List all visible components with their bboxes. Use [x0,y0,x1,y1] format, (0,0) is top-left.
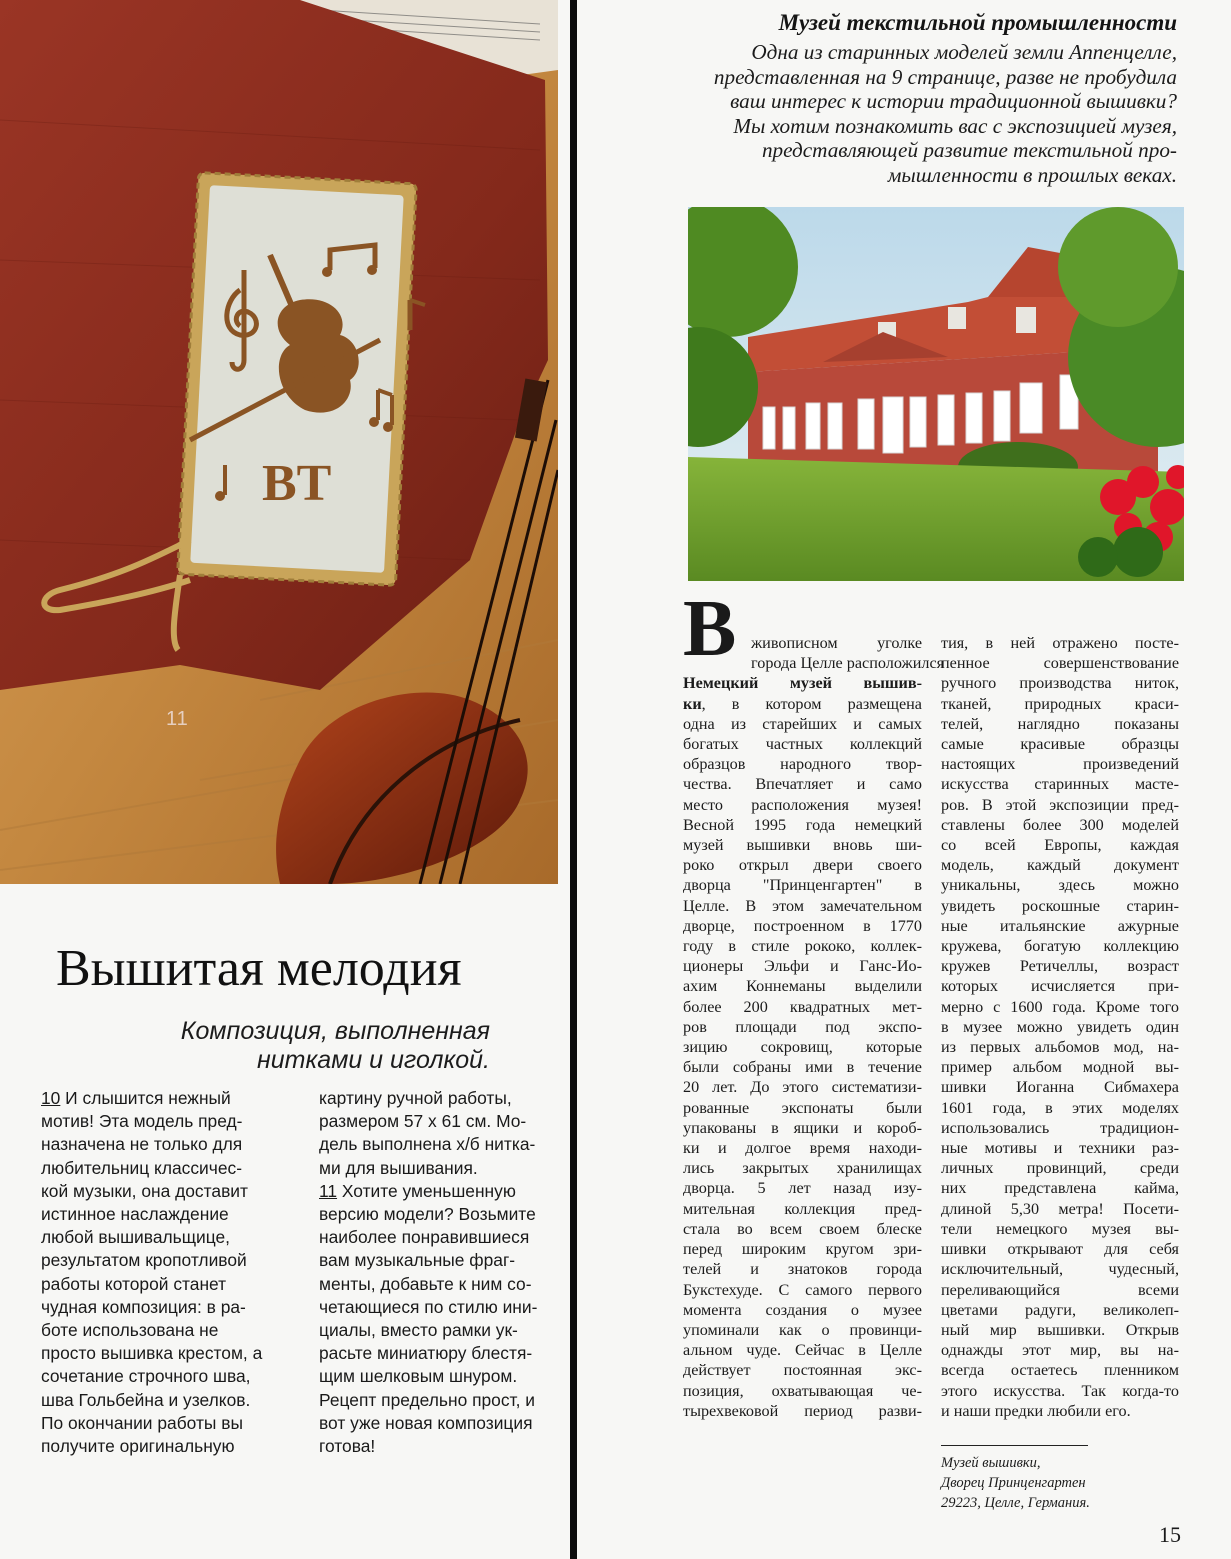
text-line: ционеры Эльфи и Ганс-Ио- [683,957,922,976]
text-line: ки и долгое время находи- [683,1139,922,1158]
text-line: ми для вышивания. [319,1157,478,1178]
text-line: этого искусства. Так когда-то [941,1381,1179,1400]
text-line: личных провинций, среди [941,1159,1179,1178]
text-line: упоминали как о провинци- [683,1320,922,1339]
embroidery-photo [0,0,558,884]
text-line [683,673,922,693]
text-line: искусства старинных масте- [941,775,1179,794]
museum-intro [600,40,1177,187]
text-line: пример альбом модной вы- [941,1058,1179,1077]
text-line: богатых частных коллекций [683,735,922,754]
intro-line: представляющей развитие текстильной про- [761,138,1177,162]
text-line: ров. В этой экспозиции пред- [941,795,1179,814]
text-line: мерно с 1600 года. Кроме того [941,997,1179,1016]
text-line: результатом кропотливой [41,1250,247,1271]
text-line: году в стиле рококо, коллек- [683,937,922,956]
text-line: размером 57 х 61 см. Мо- [319,1111,527,1132]
text-line: шивки Иоганна Сибмахера [941,1078,1179,1097]
museum-address [941,1453,1181,1513]
text-line: расьте миниатюру блестя- [319,1343,533,1364]
text-line: ный мир вышивки. Открыв [941,1320,1179,1339]
address-line: Дворец Принценгартен [941,1475,1086,1491]
text-line: были собраны ими в течение [683,1058,922,1077]
text-line: телей и знатоков города [683,1260,922,1279]
text-line: одна из старейших и самых [683,714,922,733]
description-column-right [319,1087,545,1458]
text-line: шва Гольбейна и узелков. [41,1389,251,1410]
text-line: длиной 5,30 метра! Посети- [941,1199,1179,1218]
text-line: боте использована не [41,1320,219,1341]
text-line: из первых альбомов мод, на- [941,1038,1179,1057]
text-line: альном чуде. Сейчас в Целле [683,1341,922,1360]
article-column-2 [941,633,1179,1421]
text-line: настоящих произведений [941,755,1179,774]
text-line: всегда остаетесь пленником [941,1361,1179,1380]
text-line: циалы, вместо рамки ук- [319,1320,518,1341]
text-line: назначена не только для [41,1134,243,1155]
text-line: вам музыкальные фраг- [319,1250,516,1271]
text-fragment: , в котором размещена [701,694,922,713]
text-line: 20 лет. До этого систематизи- [683,1078,922,1097]
model-number: 10 [41,1088,61,1108]
text-line: картину ручной работы, [319,1088,512,1108]
text-line: Целле. В этом замечательном [683,896,922,915]
text-line: Рецепт предельно прост, и [319,1389,535,1410]
text-line: кружева, богатую коллекцию [941,937,1179,956]
text-line: лись закрытых хранилищах [683,1159,922,1178]
intro-line: Одна из старинных моделей земли Аппенцелле, [751,40,1177,64]
text-line: них представлена кайма, [941,1179,1179,1198]
text-line: шивки открывают для себя [941,1240,1179,1259]
text-line: в музее можно увидеть один [941,1017,1179,1036]
text-line: наиболее понравившиеся [319,1227,530,1248]
text-line: тканей, природных краси- [941,694,1179,713]
text-line: мотив! Эта модель пред- [41,1111,243,1132]
text-line: стала во всем своем блеске [683,1219,922,1238]
text-line: Весной 1995 года немецкий [683,815,922,834]
text-line: самые красивые образцы [941,735,1179,754]
intro-line: Мы хотим познакомить вас с экспозицией музея, [733,113,1177,138]
text-line: тели немецкого музея вы- [941,1219,1179,1238]
text-line: кружев Ретичеллы, возраст [941,957,1179,976]
text-line: города Целле расположился [751,654,945,673]
text-line: ручного производства ниток, [941,674,1179,693]
text-line: рованные экспонаты были [683,1098,922,1117]
text-line: кой музыки, она доставит [41,1180,248,1201]
text-line: По окончании работы вы [41,1412,243,1433]
drop-cap: В [683,585,737,673]
intro-line: ваш интерес к истории традиционной вышивки? [730,89,1177,113]
subtitle-line: Композиция, выполненная [180,1017,490,1045]
model-number: 11 [319,1180,338,1201]
museum-name-bold: ки [683,694,702,713]
text-line: ные итальянские ажурные [941,916,1179,935]
article-subtitle [60,1017,490,1075]
text-line: цветами радуги, великолеп- [941,1300,1179,1319]
photo-number: 11 [166,708,189,730]
text-line: мительная коллекция пред- [683,1199,922,1218]
text-line: образцов народного твор- [683,755,922,774]
text-line: дворца "Принценгартен" в [683,876,922,895]
text-line: музей вышивки вновь ши- [683,836,922,855]
text-line: модель, каждый документ [941,856,1179,875]
article-column-1 [683,633,945,1421]
text-line: ахим Коннеманы выделили [683,977,922,996]
text-line: дворца. 5 лет назад изу- [683,1179,922,1198]
text-line: телей, наглядно показаны [941,714,1179,733]
text-line: четающиеся по стилю ини- [319,1296,538,1317]
text-line: переливающийся всеми [941,1280,1179,1299]
text-line: любительниц классичес- [41,1157,242,1178]
text-line: Хотите уменьшенную [337,1180,516,1201]
article-title: Вышитая мелодия [56,940,462,997]
text-line: менты, добавьте к ним со- [319,1273,532,1294]
museum-heading: Музей текстильной промышленности [778,10,1177,35]
text-line: действует постоянная экс- [683,1361,922,1380]
text-line: роко открыл двери своего [683,856,922,875]
text-line: живописном уголке [751,634,922,652]
text-line: увидеть роскошные старин- [941,896,1179,915]
text-line: получите оригинальную [41,1436,235,1457]
text-line: пенное совершенствование [941,654,1179,673]
text-line: просто вышивка крестом, а [41,1343,263,1364]
text-line: позиция, охватывающая че- [683,1381,922,1400]
text-line: готова! [319,1436,376,1457]
text-line: дель выполнена х/б нитка- [319,1134,536,1155]
address-line: Музей вышивки, [941,1455,1041,1471]
text-line: и наши предки любили его. [941,1401,1131,1420]
text-line: сочетание строчного шва, [41,1366,251,1387]
text-line: перед широким кругом зри- [683,1240,922,1259]
text-line: использовались традицион- [941,1118,1179,1137]
text-line: щим шелковым шнуром. [319,1366,518,1387]
text-line: более 200 квадратных мет- [683,997,922,1016]
text-line: чудная композиция: в ра- [41,1296,246,1317]
museum-photo [688,207,1184,581]
page-divider [570,0,577,1559]
text-line: упакованы в ящики и короб- [683,1118,922,1137]
page-number: 15 [1159,1522,1181,1547]
text-line: чества. Впечатляет и само [683,775,922,794]
subtitle-line: нитками и иголкой. [257,1046,490,1074]
text-line: тия, в ней отражено посте- [941,634,1179,652]
text-line: Букстехуде. С самого первого [683,1280,922,1299]
text-line: дворце, построенном в 1770 [683,916,922,935]
text-line: ров площади под экспо- [683,1017,922,1036]
intro-line: мышленности в прошлых веках. [887,162,1177,187]
text-line: зицию сокровищ, которые [683,1038,922,1057]
text-line: вот уже новая композиция [319,1412,533,1433]
text-line: исключительный, чудесный, [941,1260,1179,1279]
text-line: момента создания о музее [683,1300,922,1319]
text-line: со всей Европы, каждая [941,836,1179,855]
text-line: версию модели? Возьмите [319,1204,536,1225]
embroidery-initials: BT [262,455,332,512]
text-line: работы которой станет [41,1273,227,1294]
museum-name-bold: Немецкий музей вышив- [683,674,922,693]
text-line: ставлены более 300 моделей [941,815,1179,834]
text-line: однажды этот мир, вы на- [941,1341,1179,1360]
text-line: уникальны, здесь можно [941,876,1179,895]
text-line: которых исчисляется при- [941,977,1179,996]
text-line: ные мотивы и техники раз- [941,1139,1179,1158]
text-line: истинное наслаждение [41,1204,229,1225]
address-rule [941,1445,1088,1446]
address-line: 29223, Целле, Германия. [941,1495,1090,1511]
description-column-left [41,1087,274,1458]
text-line: любой вышивальщице, [41,1227,230,1248]
text-line: 1601 года, в этих моделях [941,1098,1179,1117]
text-line: И слышится нежный [60,1088,231,1108]
text-line [683,694,922,714]
intro-line: представленная на 9 странице, разве не пробудила [713,64,1177,89]
text-line: место расположения музея! [683,795,922,814]
text-line: тырехвековой период разви- [683,1401,922,1420]
